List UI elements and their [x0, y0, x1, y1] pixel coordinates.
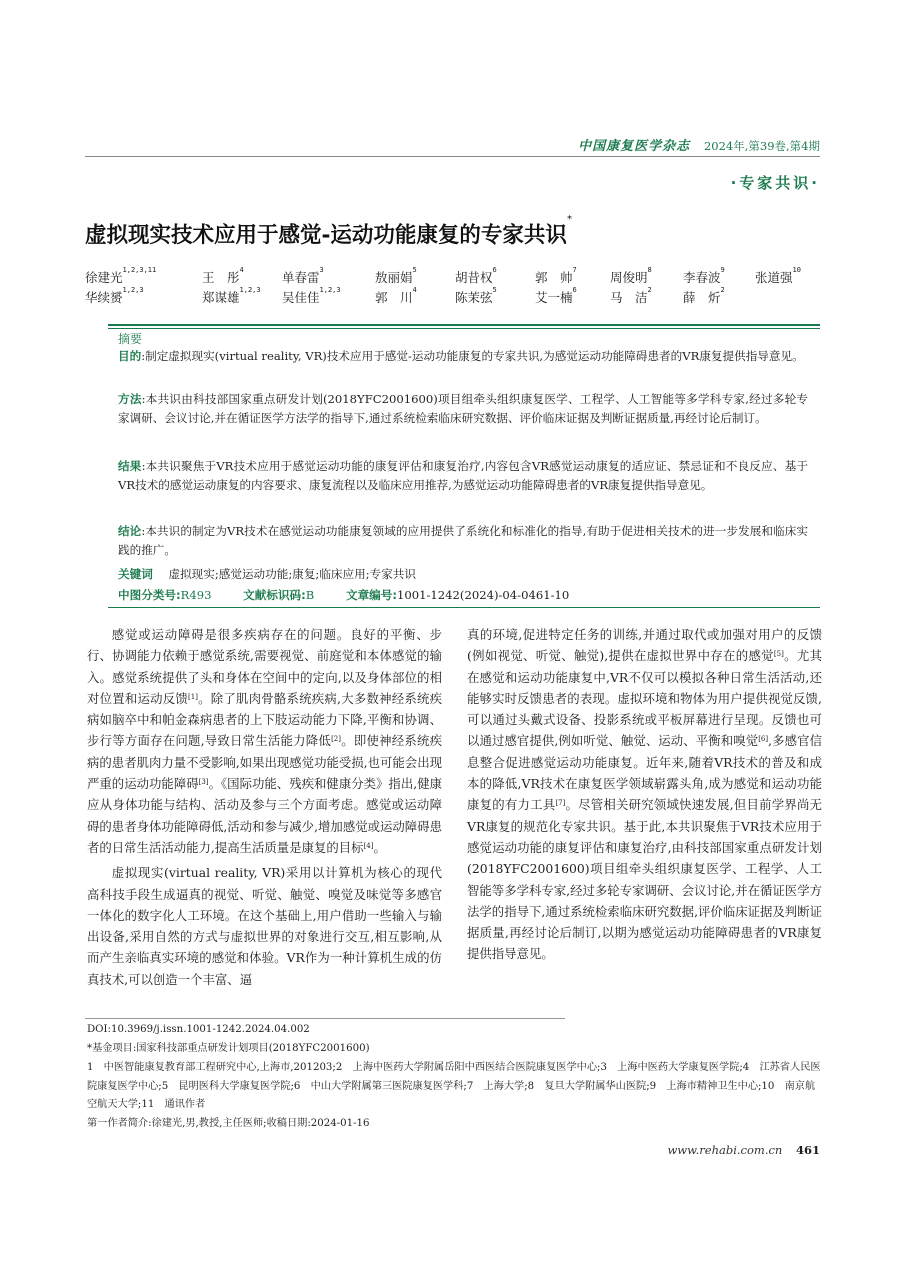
body-paragraph: 感觉或运动障碍是很多疾病存在的问题。良好的平衡、步行、协调能力依赖于感觉系统,需要视觉、前庭觉和本体感觉的输入。感觉系统提供了头和身体在空间中的定向,以及身体部位的相对位置和运动反馈[1]。除了肌肉骨骼系统疾病,大多数神经系统疾病如脑卒中和帕金森病患者的上下肢运动能力下降,平衡和协调、步行等方面存在问题,导致日常生活能力降低[2]。即使神经系统疾病的患者肌肉力量不受影响,如果出现感觉功能受损,也可能会出现严重的运动功能障碍[3]。《国际功能、残疾和健康分类》指出,健康应从身体功能与结构、活动及参与三个方面考虑。感觉或运动障碍的患者身体功能障碍低,活动和参与减少,增加感觉或运动障碍患者的日常生活活动能力,提高生活质量是康复的目标[4]。 — [87, 627, 442, 855]
author: 华续赟$^{1,2,3}$ — [85, 286, 144, 305]
author: 徐建光$^{1,2,3,11}$ — [85, 266, 157, 285]
body-paragraph: 虚拟现实(virtual reality, VR)采用以计算机为核心的现代高科技手段生成逼真的视觉、听觉、触觉、嗅觉及味觉等多感官一体化的数字化人工环境。在这个基础上,用户借助一些输入与输出设备,采用自然的方式与虚拟世界的对象进行交互,相互影响,从而产生亲临真实环境的感觉和体验。VR作为一种计算机生成的仿真技术,可以创造一个丰富、逼 — [87, 865, 442, 987]
author: 张道强$^{10}$ — [755, 266, 801, 285]
author: 单春雷$^3$ — [282, 266, 324, 285]
author: 薛 炘$^2$ — [683, 286, 725, 305]
clc-label: 中图分类号: — [118, 588, 181, 602]
conclusion-text: :本共识的制定为VR技术在感觉运动功能康复领域的应用提供了系统化和标准化的指导,有助于促进相关技术的进一步发展和临床实践的推广。 — [118, 524, 808, 558]
article-title-text: 虚拟现实技术应用于感觉-运动功能康复的专家共识 — [85, 223, 567, 248]
body-paragraph: 真的环境,促进特定任务的训练,并通过取代或加强对用户的反馈(例如视觉、听觉、触觉),提供在虚拟世界中存在的感觉[5]。尤其在感觉和运动功能康复中,VR不仅可以模拟各种日常生活活动,还能够实时反馈患者的表现。虚拟环境和物体为用户提供视觉反馈,可以通过头戴式设备、投影系统或平板屏幕进行呈现。反馈也可以通过感官提供,例如听觉、触觉、运动、平衡和嗅觉[6],多感官信息整合促进感觉运动功能康复。近年来,随着VR技术的普及和成本的降低,VR技术在康复医学领域崭露头角,成为感觉和运动功能康复的有力工具[7]。尽管相关研究领域快速发展,但目前学界尚无VR康复的规范化专家共识。基于此,本共识聚焦于VR技术应用于感觉运动功能的康复评估和康复治疗,由科技部国家重点研发计划(2018YFC2001600)项目组牵头组织康复医学、工程学、人工智能等多学科专家,经过多轮专家调研、会议讨论,并在循证医学方法学的指导下,通过系统检索临床研究数据,评价临床证据及判断证据质量,再经讨论后制订,以期为感觉运动功能障碍患者的VR康复提供指导意见。 — [467, 627, 822, 962]
author: 郑谋雄$^{1,2,3}$ — [202, 286, 261, 305]
affiliations: 1 中医智能康复教育部工程研究中心,上海市,201203;2 上海中医药大学附属岳阳中西医结合医院康复医学中心;3 上海中医药大学康复医学院;4 江苏省人民医院康复医学中心;5 昆明医科大学康复医学院;6 中山大学附属第三医院康复医学科;7 上海大学;8 复旦大学附属华山医院;9 上海市精神卫生中心;10 南京航空航天大学;11 通讯作者 — [87, 1062, 821, 1110]
journal-volume: 2024年,第39卷,第4期 — [703, 139, 820, 153]
body-column-left — [87, 624, 442, 990]
author: 吴佳佳$^{1,2,3}$ — [282, 286, 341, 305]
footnote-divider — [85, 1018, 565, 1019]
header-divider — [85, 156, 820, 157]
article-title — [85, 214, 820, 249]
fund-note: *基金项目:国家科技部重点研发计划项目(2018YFC2001600) — [87, 1043, 370, 1054]
methods-text: :本共识由科技部国家重点研发计划(2018YFC2001600)项目组牵头组织康复医学、工程学、人工智能等多学科专家,经过多轮专家调研、会议讨论,并在循证医学方法学的指导下,通过系统检索临床研究数据、评价临床证据及判断证据质量,再经讨论后制订。 — [118, 392, 808, 426]
objective-text: :制定虚拟现实(virtual reality, VR)技术应用于感觉-运动功能康复的专家共识,为感觉运动功能障碍患者的VR康复提供指导意见。 — [141, 349, 804, 363]
doi[interactable]: DOI:10.3969/j.issn.1001-1242.2024.04.002 — [87, 1024, 310, 1035]
page-footer — [667, 1143, 820, 1157]
author: 马 洁$^2$ — [610, 286, 652, 305]
keywords-text: 虚拟现实;感觉运动功能;康复;临床应用;专家共识 — [168, 567, 416, 581]
citation[interactable]: [7] — [555, 799, 566, 808]
abstract-methods — [118, 390, 808, 428]
methods-label: 方法 — [118, 392, 142, 406]
author: 郭 帅$^7$ — [535, 266, 577, 285]
citation[interactable]: [6] — [758, 735, 769, 744]
results-text: :本共识聚焦于VR技术应用于感觉运动功能的康复评估和康复治疗,内容包含VR感觉运动康复的适应证、禁忌证和不良反应、基于VR技术的感觉运动康复的内容要求、康复流程以及临床应用推荐,为感觉运动功能障碍患者的VR康复提供指导意见。 — [118, 459, 808, 493]
page-number: 461 — [795, 1143, 820, 1157]
clc-value: R493 — [180, 588, 212, 602]
author: 王 彤$^4$ — [202, 266, 244, 285]
article-no-value: 1001-1242(2024)-04-0461-10 — [397, 588, 570, 602]
author: 胡昔权$^6$ — [455, 266, 497, 285]
section-label: ·专家共识· — [730, 174, 820, 192]
conclusion-label: 结论 — [118, 524, 142, 538]
abstract-rule-top-thin — [108, 328, 820, 329]
journal-header — [578, 135, 820, 154]
author: 郭 川$^4$ — [375, 286, 417, 305]
abstract-rule-top — [108, 324, 820, 326]
first-author-note: 第一作者简介:徐建光,男,教授,主任医师;收稿日期:2024-01-16 — [87, 1118, 370, 1129]
results-label: 结果 — [118, 459, 142, 473]
author: 敖丽娟$^5$ — [375, 266, 417, 285]
title-footnote-mark: * — [566, 214, 572, 225]
website-link[interactable]: www.rehabi.com.cn — [667, 1143, 783, 1157]
doc-code-label: 文献标识码: — [243, 588, 306, 602]
journal-name: 中国康复医学杂志 — [578, 139, 691, 154]
abstract-heading: 摘要 — [118, 332, 143, 346]
doc-code-value: B — [305, 588, 315, 602]
citation[interactable]: [2] — [331, 735, 341, 744]
classification-line — [118, 587, 569, 603]
author: 李春波$^9$ — [683, 266, 725, 285]
abstract-conclusion — [118, 522, 808, 560]
abstract-results — [118, 457, 808, 495]
citation[interactable]: [4] — [363, 841, 374, 850]
body-column-right — [467, 624, 822, 965]
citation[interactable]: [1] — [188, 692, 198, 701]
keywords-label: 关键词 — [118, 567, 153, 581]
author: 艾一楠$^6$ — [535, 286, 577, 305]
keywords-line — [118, 566, 416, 582]
article-no-label: 文章编号: — [345, 588, 397, 602]
citation[interactable]: [5] — [773, 650, 784, 659]
citation[interactable]: [3] — [198, 778, 209, 787]
objective-label: 目的 — [118, 349, 142, 363]
abstract-rule-bottom — [108, 607, 820, 608]
abstract-objective — [118, 347, 808, 366]
author: 周俊明$^8$ — [610, 266, 652, 285]
author: 陈茉弦$^5$ — [455, 286, 497, 305]
